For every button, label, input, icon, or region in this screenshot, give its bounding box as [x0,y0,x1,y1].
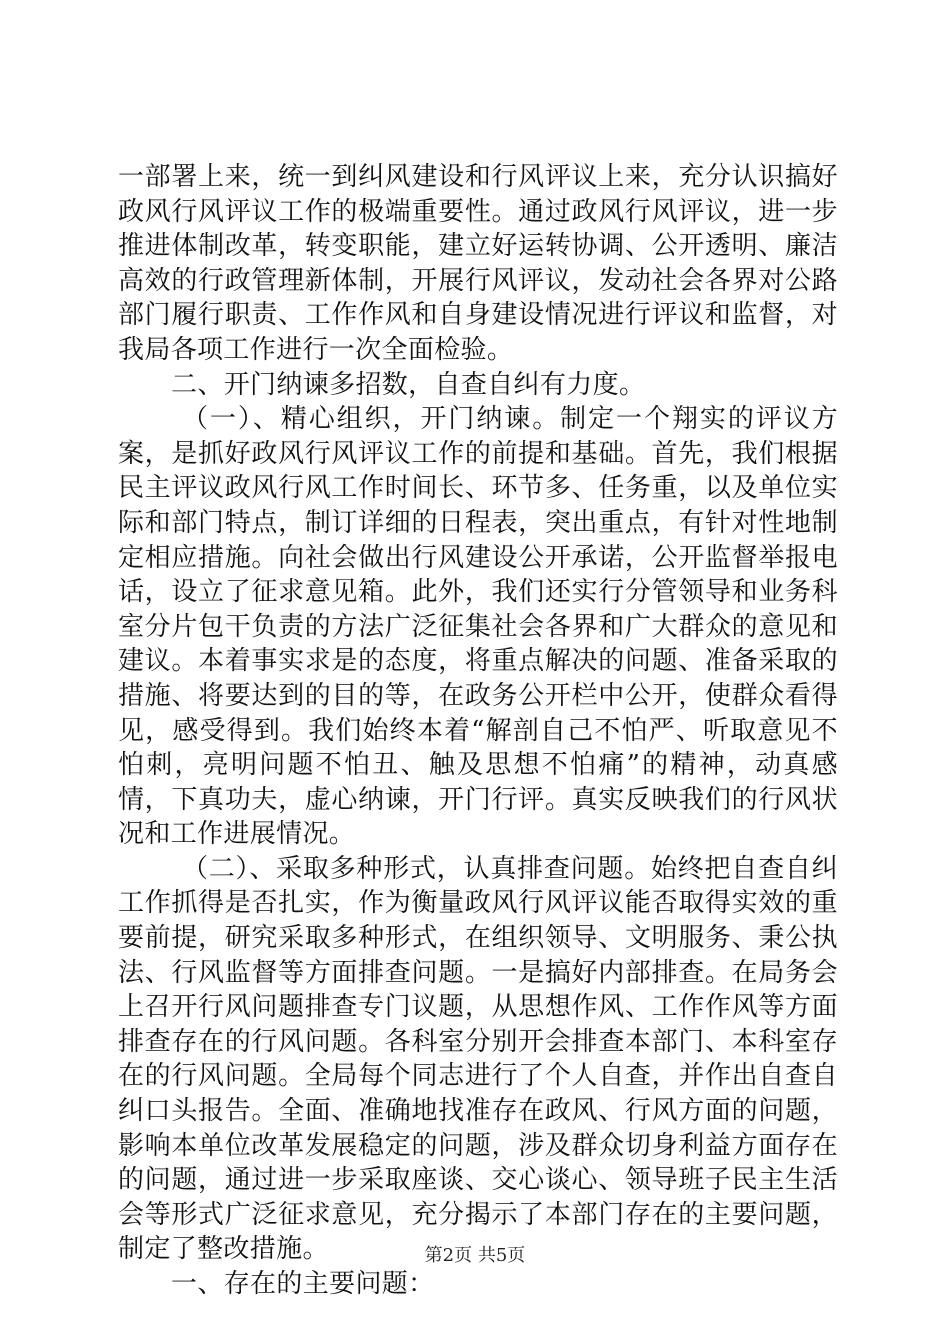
paragraph-continuation: 一部署上来，统一到纠风建设和行风评议上来，充分认识搞好政风行风评议工作的极端重要性。通过政风行风评议，进一步推进体制改革，转变职能，建立好运转协调、公开透明、廉洁高效的行政管理新体制，开展行风评议，发动社会各界对公路部门履行职责、工作作风和自身建设情况进行评议和监督，对我局各项工作进行一次全面检验。 [118,162,838,365]
page-number-footer: 第2页 共5页 [424,1245,526,1266]
paragraph-subsection-one: （一）、精心组织，开门纳谏。制定一个翔实的评议方案，是抓好政风行风评议工作的前提和基础。首先，我们根据民主评议政风行风工作时间长、环节多、任务重，以及单位实际和部门特点，制订详细的日程表，突出重点，有针对性地制定相应措施。向社会做出行风建设公开承诺，公开监督举报电话，设立了征求意见箱。此外，我们还实行分管领导和业务科室分片包干负责的方法广泛征集社会各界和广大群众的意见和建议。本着事实求是的态度，将重点解决的问题、准备采取的措施、将要达到的目的等，在政务公开栏中公开，使群众看得见，感受得到。我们始终本着“解剖自己不怕严、听取意见不怕刺，亮明问题不怕丑、触及思想不怕痛”的精神，动真感情，下真功夫，虚心纳谏，开门行评。真实反映我们的行风状况和工作进展情况。 [118,404,838,850]
document-body [118,160,838,1302]
section-heading-problems: 一、存在的主要问题： [171,1269,435,1299]
section-heading-two: 二、开门纳谏多招数，自查自纠有力度。 [171,369,646,400]
paragraph-subsection-two: （二）、采取多种形式，认真排查问题。始终把自查自纠工作抓得是否扎实，作为衡量政风行风评议能否取得实效的重要前提，研究采取多种形式，在组织领导、文明服务、秉公执法、行风监督等方面排查问题。一是搞好内部排查。在局务会上召开行风问题排查专门议题，从思想作风、工作作风等方面排查存在的行风问题。各科室分别开会排查本部门、本科室存在的行风问题。全局每个同志进行了个人自查，并作出自查自纠口头报告。全面、准确地找准存在政风、行风方面的问题，影响本单位改革发展稳定的问题，涉及群众切身利益方面存在的问题，通过进一步采取座谈、交心谈心、领导班子民主生活会等形式广泛征求意见，充分揭示了本部门存在的主要问题，制定了整改措施。 [118,853,838,1265]
